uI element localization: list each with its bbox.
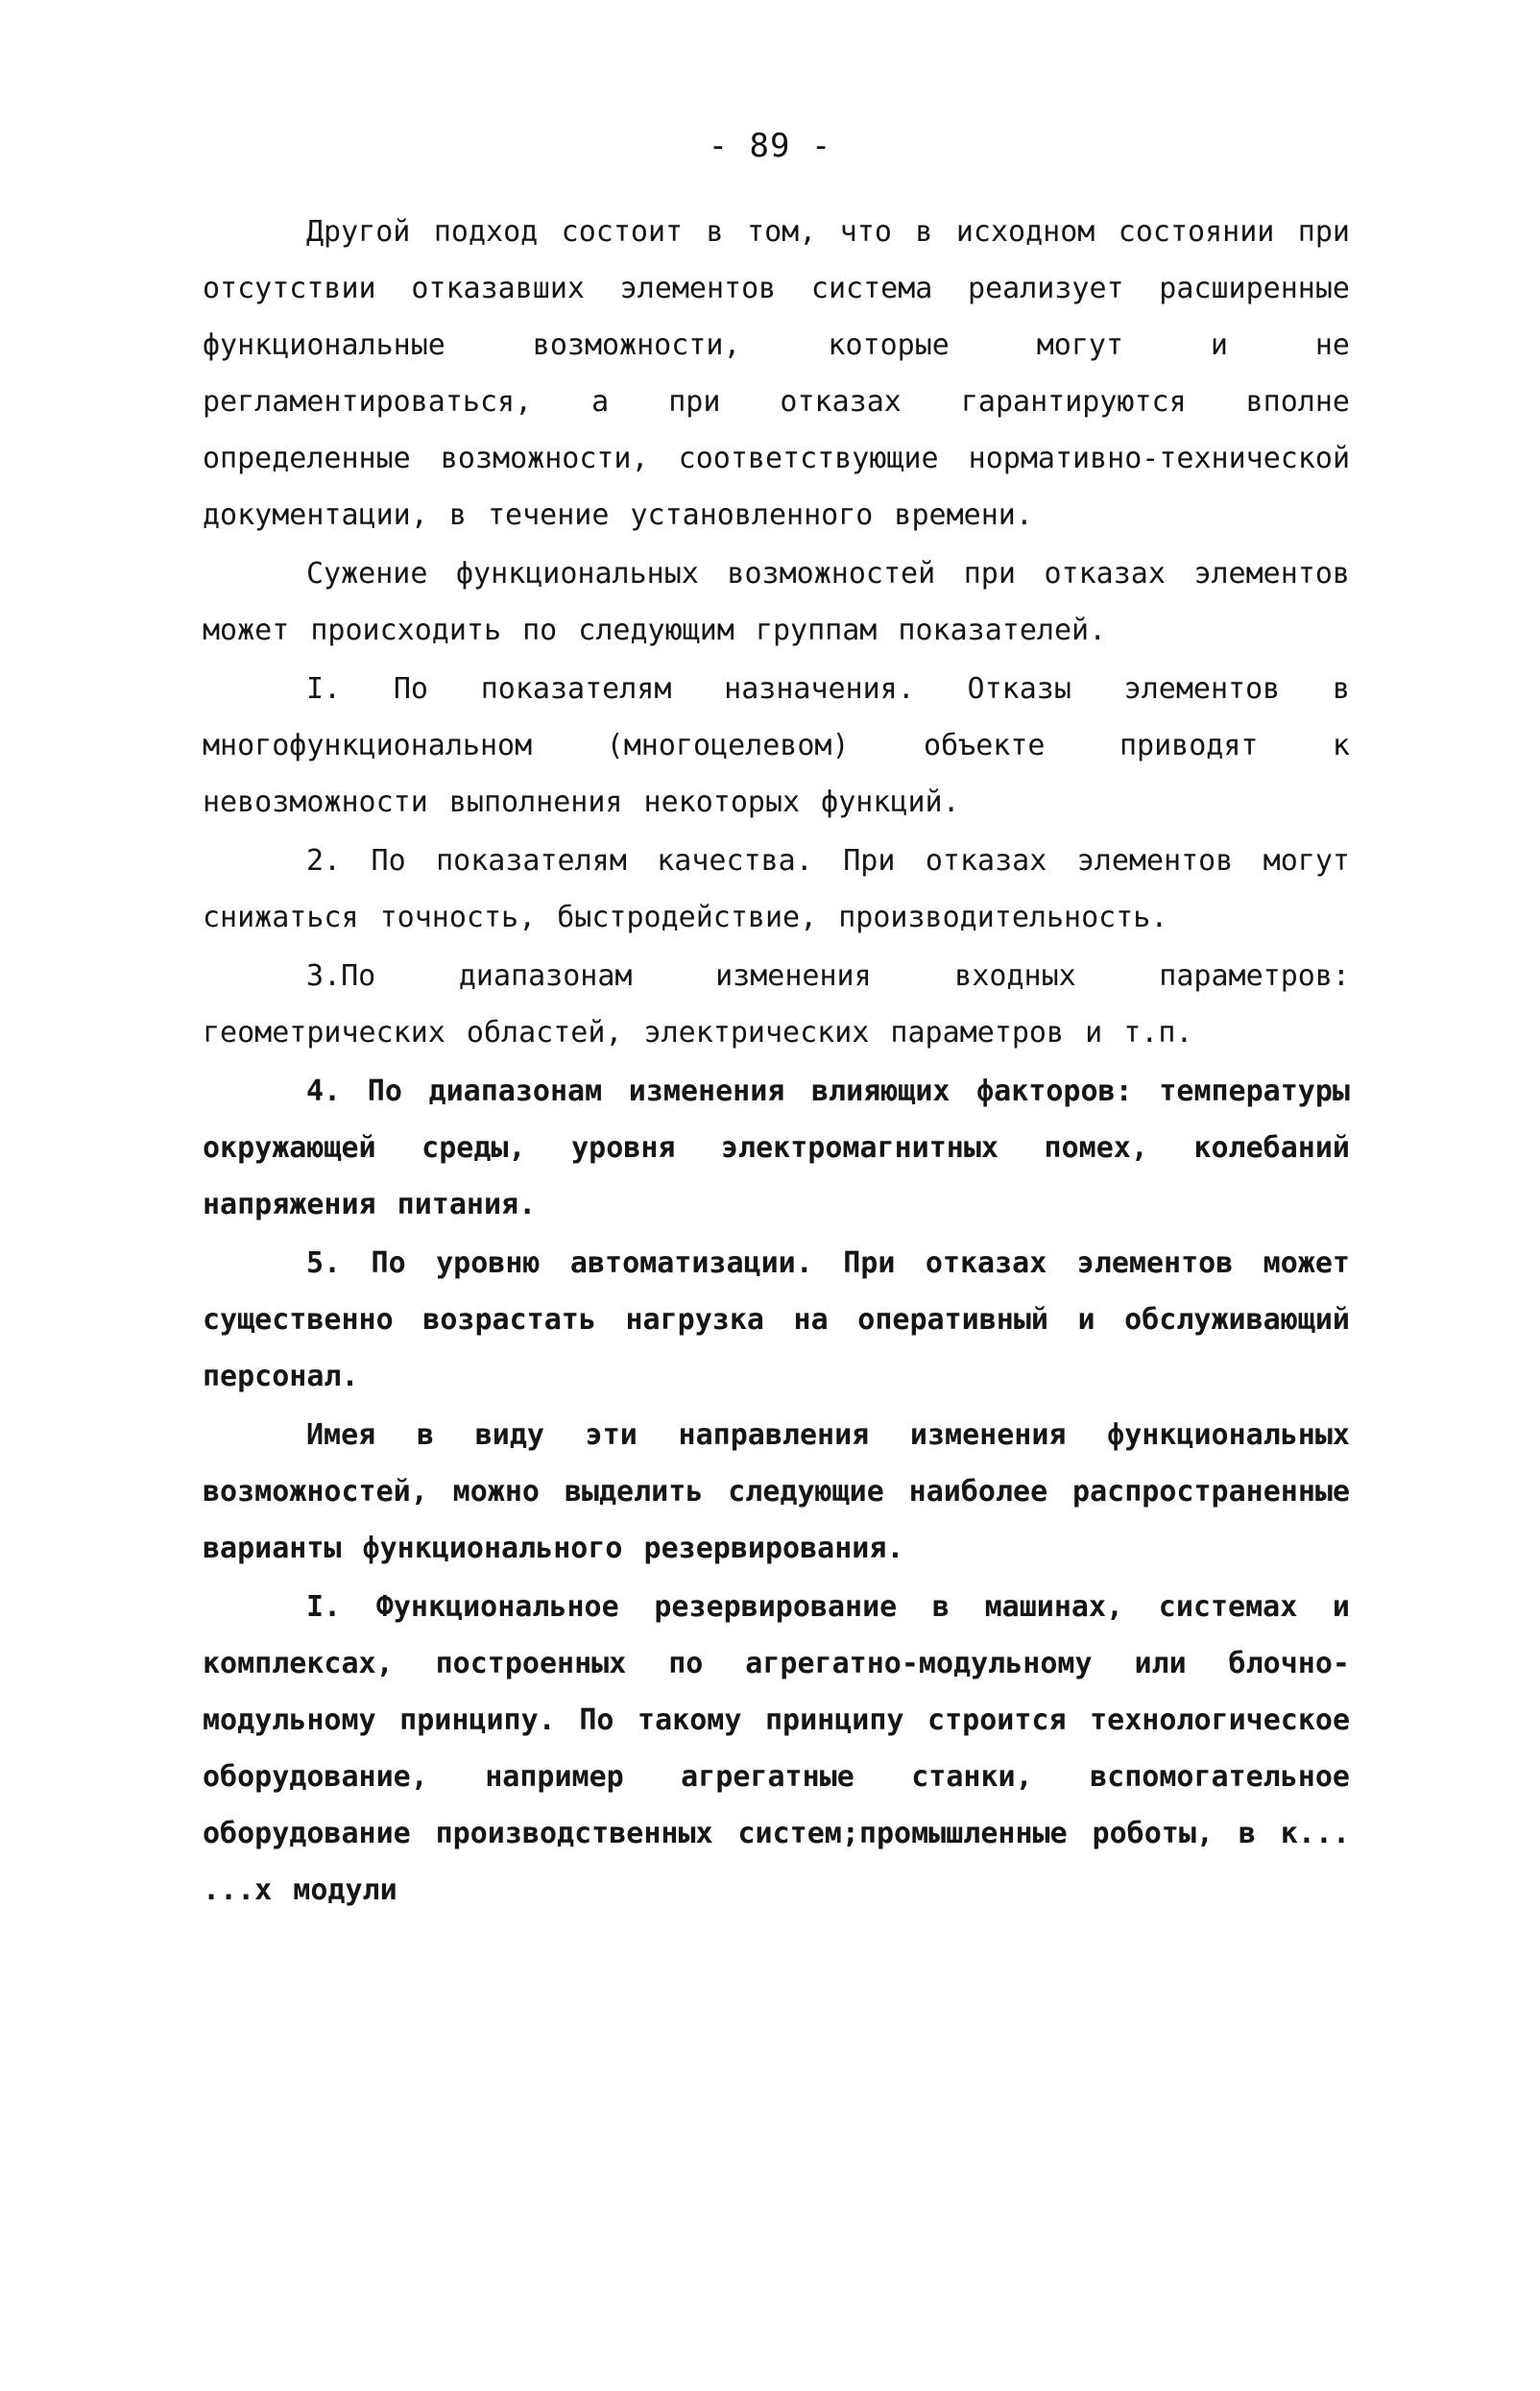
body-text <box>203 204 1350 1919</box>
page-number: - 89 - <box>708 127 832 165</box>
paragraph-redundancy-variants-intro: Имея в виду эти направления изменения функциональных возможностей, можно выделить следующие наиболее распространенные варианты функционального резервирования. <box>203 1418 1350 1565</box>
paragraph-item-3-input-ranges: 3.По диапазонам изменения входных параметров: геометрических областей, электрических параметров и т.п. <box>203 959 1350 1050</box>
paragraph-item-4-influencing-factors: 4. По диапазонам изменения влияющих факторов: температуры окружающей среды, уровня электромагнитных помех, колебаний напряжения питания. <box>203 1075 1350 1221</box>
paragraph-item-2-quality: 2. По показателям качества. При отказах элементов могут снижаться точность, быстродействие, производительность. <box>203 844 1350 934</box>
paragraph-item-1-purpose: I. По показателям назначения. Отказы элементов в многофункциональном (многоцелевом) объекте приводят к невозможности выполнения некоторых функций. <box>203 672 1350 819</box>
paragraph-alternative-approach: Другой подход состоит в том, что в исходном состоянии при отсутствии отказавших элементов система реализует расширенные функциональные возможности, которые могут и не регламентироваться, а при отказах гарантируются вполне определенные возможности, соответствующие нормативно-технической документации, в течение установленного времени. <box>203 215 1350 532</box>
paragraph-narrowing-intro: Сужение функциональных возможностей при отказах элементов может происходить по следующим группам показателей. <box>203 557 1350 647</box>
paragraph-variant-1-modular: I. Функциональное резервирование в машинах, системах и комплексах, построенных по агрегатно-модульному или блочно-модульному принципу. По такому принципу строится технологическое оборудование, например агрегатные станки, вспомогательное оборудование производственных систем;промышленные роботы, в к... ...х модули <box>203 1590 1350 1907</box>
paragraph-item-5-automation: 5. По уровню автоматизации. При отказах элементов может существенно возрастать нагрузка на оперативный и обслуживающий персонал. <box>203 1246 1350 1393</box>
